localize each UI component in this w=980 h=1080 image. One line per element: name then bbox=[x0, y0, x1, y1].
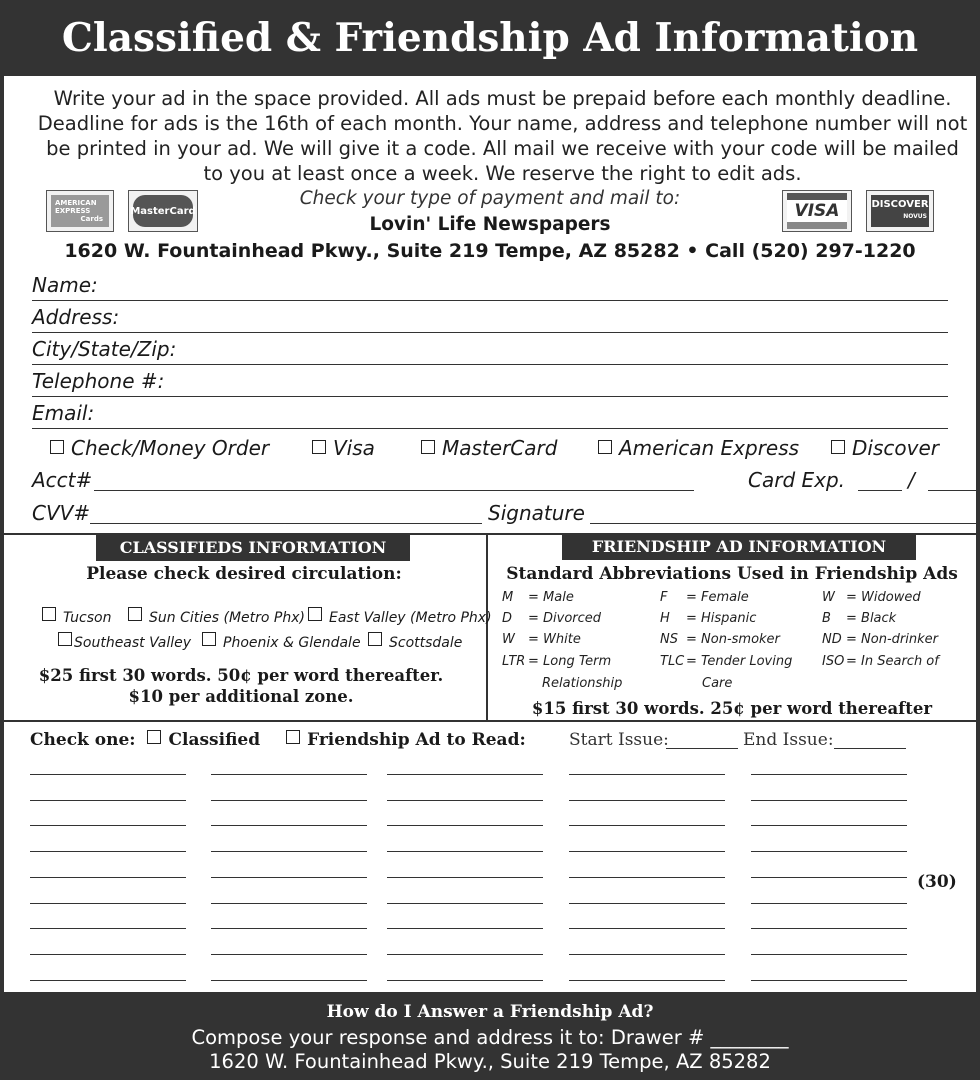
intro-line: Deadline for ads is the 16th of each month. Your name, address and telephone number will not bbox=[37, 112, 968, 135]
checkbox[interactable] bbox=[42, 607, 56, 621]
word-blank[interactable] bbox=[751, 825, 907, 826]
visa-option[interactable] bbox=[312, 436, 375, 460]
word-blank[interactable] bbox=[751, 980, 907, 981]
word-blank[interactable] bbox=[569, 825, 725, 826]
abbr-code: H bbox=[660, 611, 670, 626]
checkbox[interactable] bbox=[58, 632, 72, 646]
start-issue-input[interactable] bbox=[666, 748, 738, 749]
abbr-code: W bbox=[502, 632, 515, 647]
zone-label: Phoenix & Glendale bbox=[223, 635, 361, 651]
word-blank[interactable] bbox=[569, 877, 725, 878]
intro-line: Write your ad in the space provided. All ads must be prepaid before each monthly deadline. bbox=[53, 87, 952, 110]
abbr-code: F bbox=[660, 590, 668, 605]
friendship-label: Friendship Ad to Read: bbox=[307, 730, 526, 750]
mastercard-option[interactable] bbox=[421, 436, 557, 460]
word-blank[interactable] bbox=[751, 800, 907, 801]
word-blank[interactable] bbox=[387, 877, 543, 878]
zone-label: Tucson bbox=[63, 610, 112, 626]
word-blank[interactable] bbox=[569, 774, 725, 775]
footer-instruction: Compose your response and address it to: Drawer # ________ bbox=[191, 1026, 789, 1049]
signature-input[interactable] bbox=[590, 523, 976, 524]
word-blank[interactable] bbox=[211, 877, 367, 878]
abbr-code: B bbox=[822, 611, 831, 626]
payment-instruction: Check your type of payment and mail to: bbox=[299, 188, 681, 209]
abbreviations-subheading: Standard Abbreviations Used in Friendship Ads bbox=[506, 564, 958, 584]
mastercard-logo-text: MasterCard bbox=[133, 195, 193, 227]
friendship-pricing: $15 first 30 words. 25¢ per word thereafter bbox=[531, 699, 933, 718]
checkbox[interactable] bbox=[368, 632, 382, 646]
publisher-name: Lovin' Life Newspapers bbox=[369, 214, 611, 235]
word-count-label: (30) bbox=[917, 872, 957, 892]
discover-logo-text: DISCOVER bbox=[871, 199, 929, 210]
cvv-input[interactable] bbox=[90, 523, 482, 524]
zone-scottsdale[interactable] bbox=[368, 632, 462, 651]
footer bbox=[0, 992, 980, 1080]
card-exp-label: Card Exp. bbox=[748, 468, 846, 492]
word-blank[interactable] bbox=[30, 774, 186, 775]
address-label: Address: bbox=[32, 305, 120, 329]
word-blank[interactable] bbox=[569, 851, 725, 852]
abbr-code: ISO bbox=[822, 654, 845, 669]
classifieds-price-line: $10 per additional zone. bbox=[128, 687, 354, 706]
abbr-definition: = Tender Loving bbox=[686, 654, 793, 669]
checkbox[interactable] bbox=[50, 440, 64, 454]
telephone-label: Telephone #: bbox=[32, 369, 165, 393]
word-blank[interactable] bbox=[387, 774, 543, 775]
word-blank[interactable] bbox=[387, 825, 543, 826]
abbr-code: NS bbox=[660, 632, 678, 647]
classified-label: Classified bbox=[168, 730, 261, 750]
word-blank[interactable] bbox=[387, 903, 543, 904]
word-blank[interactable] bbox=[569, 928, 725, 929]
zone-phoenix-glendale[interactable] bbox=[202, 632, 361, 651]
footer-address: 1620 W. Fountainhead Pkwy., Suite 219 Tempe, AZ 85282 bbox=[209, 1050, 771, 1073]
novus-logo-text: NOVUS bbox=[903, 213, 927, 220]
word-blank[interactable] bbox=[387, 980, 543, 981]
abbr-definition: = In Search of bbox=[846, 654, 939, 669]
footer-heading: How do I Answer a Friendship Ad? bbox=[326, 1002, 654, 1022]
abbr-code: W bbox=[822, 590, 835, 605]
word-blank[interactable] bbox=[569, 980, 725, 981]
amex-logo-text: EXPRESS bbox=[55, 207, 91, 215]
word-blank[interactable] bbox=[387, 928, 543, 929]
word-blank[interactable] bbox=[751, 877, 907, 878]
abbr-code: ND bbox=[822, 632, 842, 647]
classified-checkbox[interactable] bbox=[147, 730, 161, 744]
classifieds-pricing bbox=[0, 665, 482, 707]
zone-southeast-valley[interactable] bbox=[58, 632, 191, 651]
zone-label: Sun Cities (Metro Phx) bbox=[149, 610, 305, 626]
start-issue-label: Start Issue: bbox=[569, 730, 669, 750]
city-state-zip-label: City/State/Zip: bbox=[32, 337, 177, 361]
mailing-address: 1620 W. Fountainhead Pkwy., Suite 219 Tempe, AZ 85282 • Call (520) 297-1220 bbox=[64, 240, 916, 262]
check-money-order-option[interactable] bbox=[50, 436, 269, 460]
abbr-code: LTR bbox=[502, 654, 526, 669]
circulation-subheading: Please check desired circulation: bbox=[86, 564, 402, 584]
word-blank[interactable] bbox=[751, 903, 907, 904]
word-blank[interactable] bbox=[387, 851, 543, 852]
ad-type-selector bbox=[30, 730, 526, 750]
word-blank[interactable] bbox=[30, 903, 186, 904]
option-label: Discover bbox=[852, 436, 939, 460]
word-blank[interactable] bbox=[751, 774, 907, 775]
checkbox[interactable] bbox=[831, 440, 845, 454]
end-issue-input[interactable] bbox=[834, 748, 906, 749]
classifieds-heading: CLASSIFIEDS INFORMATION bbox=[96, 535, 410, 561]
abbr-code: M bbox=[502, 590, 514, 605]
card-exp-slash: / bbox=[908, 468, 915, 492]
zone-label: Scottsdale bbox=[389, 635, 463, 651]
section-divider bbox=[0, 720, 980, 722]
abbr-definition: Relationship bbox=[542, 676, 623, 691]
check-one-label: Check one: bbox=[30, 730, 136, 750]
abbr-definition: = Divorced bbox=[528, 611, 602, 626]
cvv-label: CVV# bbox=[32, 501, 91, 525]
word-blank[interactable] bbox=[387, 954, 543, 955]
checkbox[interactable] bbox=[128, 607, 142, 621]
friendship-heading: FRIENDSHIP AD INFORMATION bbox=[562, 534, 916, 560]
classifieds-price-line: $25 first 30 words. 50¢ per word thereafter. bbox=[38, 666, 444, 685]
abbr-definition: = Non-drinker bbox=[846, 632, 938, 647]
word-blank[interactable] bbox=[211, 928, 367, 929]
card-exp-month-input[interactable] bbox=[858, 490, 902, 491]
amex-logo-text: Cards bbox=[80, 215, 103, 223]
american-express-option[interactable] bbox=[598, 436, 799, 460]
abbr-definition: = Female bbox=[686, 590, 749, 605]
visa-logo-text: VISA bbox=[787, 193, 847, 229]
intro-text bbox=[30, 86, 975, 186]
checkbox[interactable] bbox=[308, 607, 322, 621]
word-blank[interactable] bbox=[211, 954, 367, 955]
word-blank[interactable] bbox=[211, 800, 367, 801]
zone-tucson[interactable] bbox=[42, 607, 111, 626]
zone-label: East Valley (Metro Phx) bbox=[329, 610, 492, 626]
word-blank[interactable] bbox=[211, 825, 367, 826]
word-blank[interactable] bbox=[751, 928, 907, 929]
end-issue-label: End Issue: bbox=[743, 730, 834, 750]
abbr-definition: Care bbox=[702, 676, 733, 691]
page-title: Classified & Friendship Ad Information bbox=[0, 0, 980, 76]
word-blank[interactable] bbox=[211, 851, 367, 852]
option-label: Check/Money Order bbox=[71, 436, 270, 460]
city-state-zip-field[interactable] bbox=[32, 336, 948, 365]
intro-line: to you at least once a week. We reserve the right to edit ads. bbox=[203, 162, 802, 185]
option-label: American Express bbox=[619, 436, 800, 460]
section-divider bbox=[486, 533, 488, 721]
option-label: MasterCard bbox=[442, 436, 558, 460]
telephone-field[interactable] bbox=[32, 368, 948, 397]
word-blank[interactable] bbox=[569, 903, 725, 904]
word-blank[interactable] bbox=[30, 980, 186, 981]
word-blank[interactable] bbox=[211, 980, 367, 981]
acct-input[interactable] bbox=[94, 490, 694, 491]
abbr-definition: = White bbox=[528, 632, 581, 647]
email-field[interactable] bbox=[32, 400, 948, 429]
abbr-definition: = Male bbox=[528, 590, 574, 605]
word-blank[interactable] bbox=[569, 954, 725, 955]
word-blank[interactable] bbox=[211, 774, 367, 775]
zone-sun-cities[interactable] bbox=[128, 607, 305, 626]
signature-label: Signature bbox=[488, 501, 585, 525]
abbr-code: TLC bbox=[660, 654, 685, 669]
word-blank[interactable] bbox=[30, 877, 186, 878]
abbr-code: D bbox=[502, 611, 513, 626]
zone-label: Southeast Valley bbox=[74, 635, 192, 651]
checkbox[interactable] bbox=[421, 440, 435, 454]
checkbox[interactable] bbox=[598, 440, 612, 454]
word-blank[interactable] bbox=[211, 903, 367, 904]
checkbox[interactable] bbox=[202, 632, 216, 646]
friendship-checkbox[interactable] bbox=[286, 730, 300, 744]
abbr-definition: = Black bbox=[846, 611, 897, 626]
amex-logo-text: AMERICAN bbox=[55, 199, 97, 207]
word-blank[interactable] bbox=[30, 928, 186, 929]
word-blank[interactable] bbox=[569, 800, 725, 801]
checkbox[interactable] bbox=[312, 440, 326, 454]
abbr-definition: = Hispanic bbox=[686, 611, 757, 626]
abbr-definition: = Long Term bbox=[528, 654, 612, 669]
abbr-definition: = Widowed bbox=[846, 590, 921, 605]
word-blank[interactable] bbox=[387, 800, 543, 801]
option-label: Visa bbox=[333, 436, 375, 460]
word-blank[interactable] bbox=[30, 825, 186, 826]
word-blank[interactable] bbox=[30, 800, 186, 801]
name-label: Name: bbox=[32, 273, 98, 297]
word-blank[interactable] bbox=[751, 954, 907, 955]
card-exp-year-input[interactable] bbox=[928, 490, 976, 491]
address-field[interactable] bbox=[32, 304, 948, 333]
abbr-definition: = Non-smoker bbox=[686, 632, 780, 647]
intro-line: be printed in your ad. We will give it a code. All mail we receive with your code will be mailed bbox=[46, 137, 959, 160]
word-blank[interactable] bbox=[30, 851, 186, 852]
word-blank[interactable] bbox=[30, 954, 186, 955]
discover-option[interactable] bbox=[831, 436, 939, 460]
zone-east-valley[interactable] bbox=[308, 607, 492, 626]
email-label: Email: bbox=[32, 401, 95, 425]
word-blank[interactable] bbox=[751, 851, 907, 852]
name-field[interactable] bbox=[32, 272, 948, 301]
acct-label: Acct# bbox=[32, 468, 93, 492]
